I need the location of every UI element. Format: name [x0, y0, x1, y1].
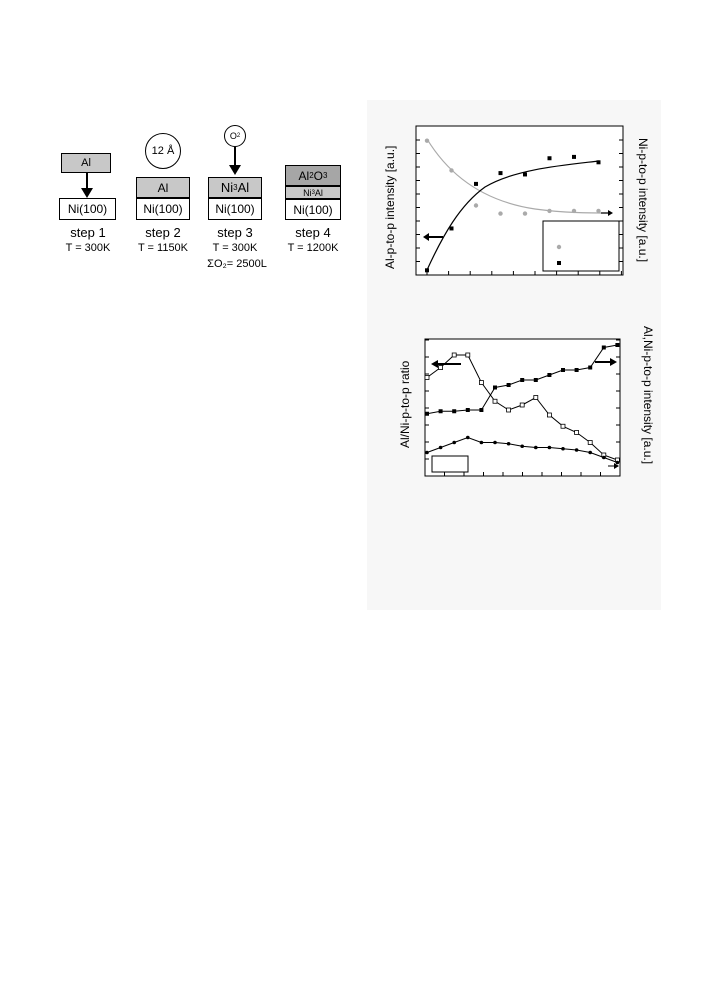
filled-square-point	[425, 412, 429, 416]
al2o3-al: Al	[298, 168, 310, 183]
ni-substrate-box-3	[208, 198, 262, 220]
al2o3-sub3: 3	[323, 171, 328, 180]
o2-label: O	[229, 131, 237, 141]
deposit-arrow-line	[86, 173, 88, 188]
top-left-axis-label: Al-p-to-p intensity [a.u.]	[383, 145, 397, 269]
filled-square-point	[588, 366, 592, 370]
star-point	[520, 444, 524, 448]
filled-square-point	[452, 409, 456, 413]
star-point	[439, 446, 443, 450]
legend-grey-marker	[557, 245, 561, 249]
ni-substrate-box-1	[59, 198, 116, 220]
open-square-point	[561, 424, 565, 428]
substrate-label: Ni(100)	[215, 202, 255, 216]
o2-sub: 2	[236, 133, 241, 139]
bottom-chart-frame	[425, 339, 620, 476]
star-point	[507, 442, 511, 446]
star-point	[493, 441, 497, 445]
open-square-point	[520, 403, 524, 407]
open-square-point	[493, 399, 497, 403]
open-square-point	[575, 431, 579, 435]
substrate-label: Ni(100)	[143, 202, 183, 216]
open-square-point	[547, 413, 551, 417]
filled-square-point	[575, 368, 579, 372]
open-square-point	[452, 353, 456, 357]
thickness-circle	[145, 133, 181, 169]
al-layer-box	[136, 177, 190, 198]
star-point	[466, 436, 470, 440]
star-point	[425, 451, 429, 455]
ni3al-sub: 3	[233, 183, 238, 192]
top-chart	[415, 125, 625, 285]
bottom-right-axis-label: Al,Ni-p-to-p intensity [a.u.]	[641, 326, 655, 465]
substrate-label: Ni(100)	[67, 202, 108, 216]
al-layer-label: Al	[157, 180, 169, 195]
ni3al-thin-ni: Ni	[303, 187, 312, 198]
ni3al-thin-sub: 3	[311, 189, 315, 196]
open-square-point	[425, 376, 429, 380]
grey-data-point	[425, 139, 429, 143]
filled-square-point	[466, 408, 470, 412]
thickness-label: 12 Å	[151, 145, 175, 157]
black-data-point	[523, 172, 527, 176]
black-data-point	[572, 155, 576, 159]
step-1-condition: T = 300K	[65, 242, 111, 254]
star-point	[575, 448, 579, 452]
star-point	[534, 446, 538, 450]
step-4-condition: T = 1200K	[287, 242, 339, 254]
filled-square-point	[507, 383, 511, 387]
star-point	[548, 446, 552, 450]
star-point	[616, 461, 620, 465]
filled-square-point	[479, 408, 483, 412]
bottom-left-axis-label: Al/Ni-p-to-p ratio	[398, 360, 412, 448]
filled-square-point	[547, 373, 551, 377]
legend-box	[543, 221, 619, 271]
black-data-point	[425, 268, 429, 272]
black-data-point	[499, 171, 503, 175]
filled-square-point	[561, 368, 565, 372]
open-square-point	[534, 396, 538, 400]
grey-data-point	[523, 211, 527, 215]
star-point	[602, 456, 606, 460]
star-point	[452, 441, 456, 445]
ni-substrate-box-4	[285, 199, 341, 220]
top-right-axis-label: Ni-p-to-p intensity [a.u.]	[636, 138, 650, 263]
deposit-arrow-head	[81, 188, 93, 198]
step-1-label: step 1	[70, 225, 106, 240]
ni3al-thin-box	[285, 186, 341, 199]
al-source-box	[61, 153, 111, 173]
bottom-legend-box	[432, 456, 468, 472]
ni3al-ni: Ni	[220, 180, 234, 195]
legend-black-marker	[557, 261, 561, 265]
filled-square-point	[534, 378, 538, 382]
grey-data-point	[449, 168, 453, 172]
ni-substrate-box-2	[136, 198, 190, 220]
open-square-point	[466, 353, 470, 357]
al2o3-sub2: 2	[309, 171, 314, 180]
step-3-exposure: ΣO₂= 2500L	[207, 258, 267, 270]
substrate-label: Ni(100)	[293, 202, 333, 217]
step-4-label: step 4	[295, 225, 331, 240]
al-source-label: Al	[81, 157, 91, 169]
star-point	[561, 447, 565, 451]
al2o3-layer-box	[285, 165, 341, 186]
open-square-point	[439, 366, 443, 370]
bottom-chart	[415, 338, 630, 488]
black-data-point	[450, 226, 454, 230]
grey-data-point	[498, 211, 502, 215]
ni3al-al: Al	[237, 180, 250, 195]
step-2-label: step 2	[145, 225, 181, 240]
step-2-condition: T = 1150K	[137, 242, 189, 254]
star-point	[588, 451, 592, 455]
ni3al-thin-al: Al	[314, 187, 323, 198]
black-data-point	[474, 182, 478, 186]
filled-square-point	[520, 378, 524, 382]
o2-circle	[224, 125, 246, 147]
filled-square-point	[615, 343, 619, 347]
open-square-point	[588, 441, 592, 445]
filled-square-point	[493, 386, 497, 390]
al2o3-o: O	[313, 168, 323, 183]
ni3al-layer-box	[208, 177, 262, 198]
step-3-label: step 3	[217, 225, 253, 240]
oxygen-arrow-head	[229, 165, 241, 175]
grey-data-point	[474, 203, 478, 207]
oxygen-arrow-line	[234, 147, 236, 165]
black-data-point	[548, 156, 552, 160]
filled-square-point	[439, 409, 443, 413]
grey-data-point	[547, 209, 551, 213]
open-square-point	[479, 381, 483, 385]
black-data-point	[597, 160, 601, 164]
grey-data-point	[596, 209, 600, 213]
step-3-condition: T = 300K	[212, 242, 258, 254]
grey-data-point	[572, 209, 576, 213]
filled-square-point	[602, 346, 606, 350]
open-square-point	[507, 408, 511, 412]
star-point	[480, 441, 484, 445]
